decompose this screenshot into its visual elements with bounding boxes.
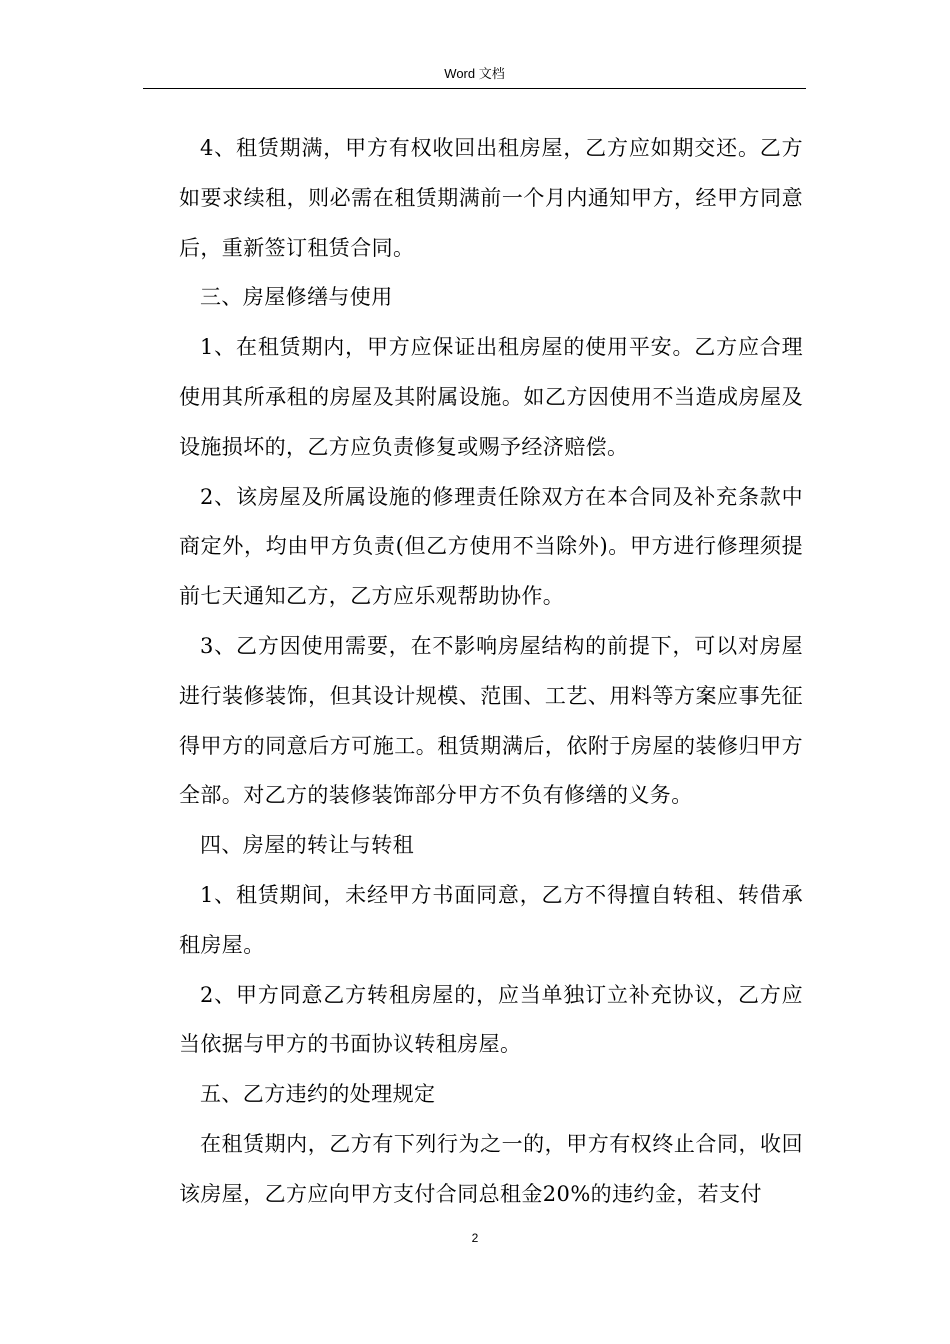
paragraph-transfer-2: 2、甲方同意乙方转租房屋的，应当单独订立补充协议，乙方应当依据与甲方的书面协议转租房屋。	[179, 982, 803, 1057]
section-heading-4: 四、房屋的转让与转租	[200, 833, 414, 858]
paragraph-breach: 在租赁期内，乙方有下列行为之一的，甲方有权终止合同，收回该房屋，乙方应向甲方支付合同总租金20%的违约金，若支付	[179, 1131, 803, 1206]
paragraph-repair-2: 2、该房屋及所属设施的修理责任除双方在本合同及补充条款中商定外，均由甲方负责(但乙方使用不当除外)。甲方进行修理须提前七天通知乙方，乙方应乐观帮助协作。	[179, 484, 803, 609]
paragraph-repair-1: 1、在租赁期内，甲方应保证出租房屋的使用平安。乙方应合理使用其所承租的房屋及其附属设施。如乙方因使用不当造成房屋及设施损坏的，乙方应负责修复或赐予经济赔偿。	[179, 335, 803, 459]
header-title: Word 文档	[444, 66, 505, 81]
paragraph-repair-3: 3、乙方因使用需要，在不影响房屋结构的前提下，可以对房屋进行装修装饰，但其设计规模、范围、工艺、用料等方案应事先征得甲方的同意后方可施工。租赁期满后，依附于房屋的装修归甲方全部。对乙方的装修装饰部分甲方不负有修缮的义务。	[179, 633, 803, 808]
document-body	[179, 124, 803, 1220]
page-footer	[0, 1228, 950, 1248]
paragraph-clause-4: 4、租赁期满，甲方有权收回出租房屋，乙方应如期交还。乙方如要求续租，则必需在租赁期满前一个月内通知甲方，经甲方同意后，重新签订租赁合同。	[179, 136, 803, 260]
section-heading-3: 三、房屋修缮与使用	[200, 285, 393, 310]
page-number: 2	[471, 1231, 479, 1245]
page-header	[143, 62, 806, 89]
paragraph-transfer-1: 1、租赁期间，未经甲方书面同意，乙方不得擅自转租、转借承租房屋。	[179, 882, 803, 957]
section-heading-5: 五、乙方违约的处理规定	[200, 1082, 436, 1107]
